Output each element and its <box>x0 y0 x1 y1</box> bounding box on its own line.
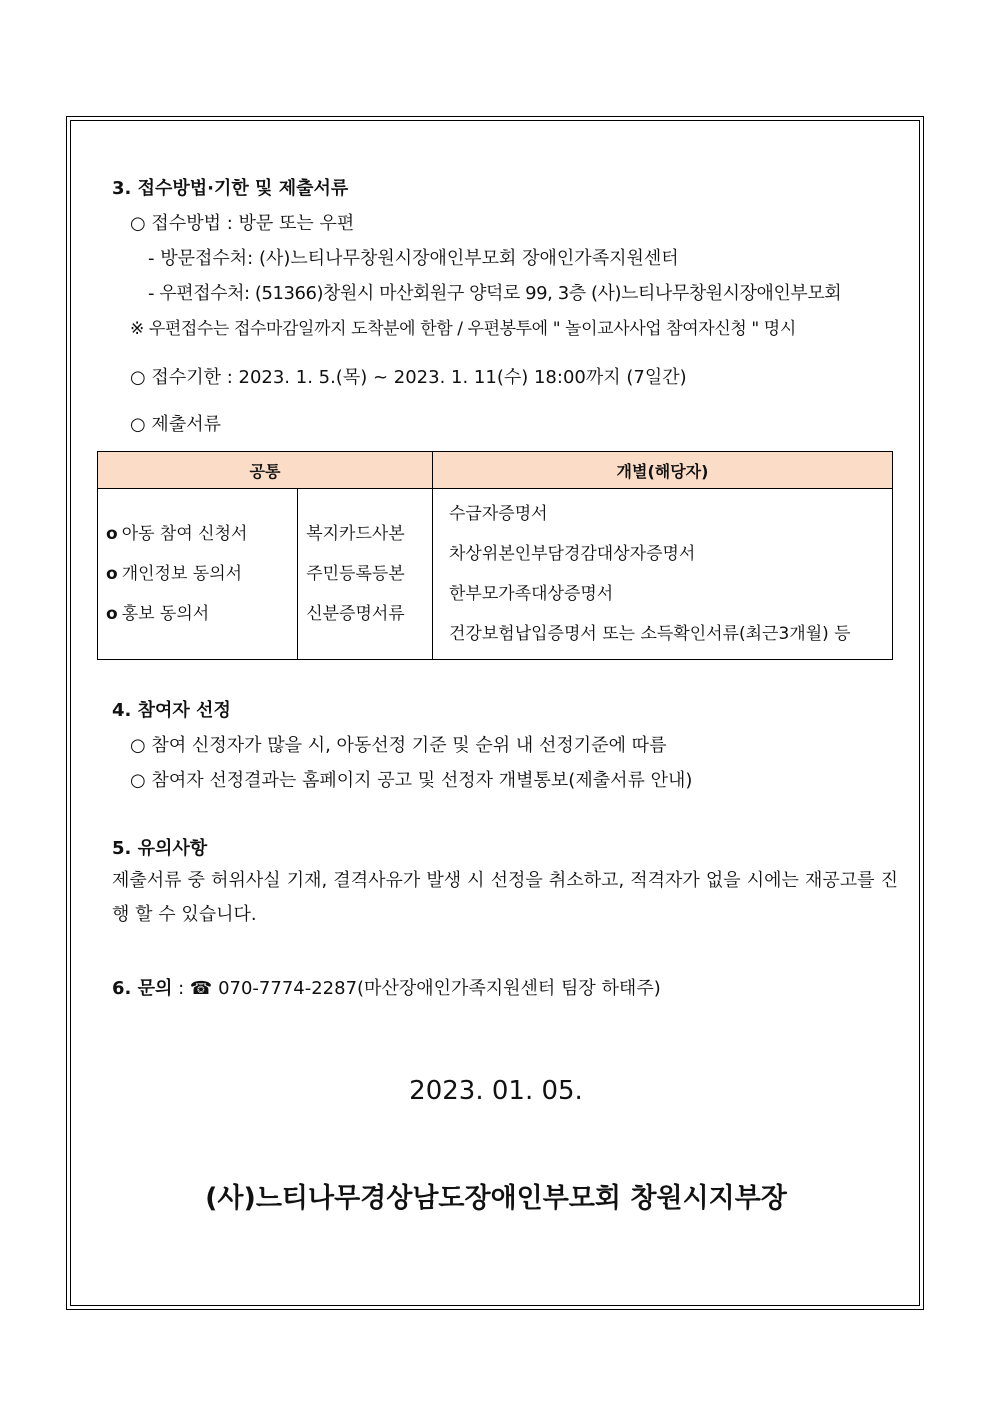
list-item: 수급자증명서 <box>449 504 548 524</box>
bullet-icon: o <box>106 604 118 624</box>
common-forms-cell <box>98 489 298 660</box>
caution-text: 제출서류 중 허위사실 기재, 결격사유가 발생 시 선정을 취소하고, 적격자가 없을 시에는 재공고를 진행 할 수 있습니다. <box>112 870 898 925</box>
selection-criteria: ○ 참여 신정자가 많을 시, 아동선정 기준 및 순위 내 선정기준에 따름 <box>130 735 667 756</box>
list-item <box>98 554 297 594</box>
header-common: 공통 <box>98 452 433 489</box>
issue-date: 2023. 01. 05. <box>409 1076 583 1106</box>
form-privacy: 개인정보 동의서 <box>121 564 243 584</box>
section4-heading: 4. 참여자 선정 <box>112 700 231 721</box>
contact-separator: : <box>172 978 190 999</box>
bullet-icon: o <box>106 524 118 544</box>
visit-address: - 방문접수처: (사)느티나무창원시장애인부모회 장애인가족지원센터 <box>148 248 679 269</box>
section6-heading: 6. 문의 <box>112 978 173 999</box>
list-item: 차상위본인부담경감대상자증명서 <box>449 544 696 564</box>
issuer-org: (사)느티나무경상남도장애인부모회 창원시지부장 <box>205 1183 787 1214</box>
list-item: 복지카드사본 <box>306 524 405 544</box>
table-header-row <box>98 452 893 489</box>
form-promotion: 홍보 동의서 <box>121 604 210 624</box>
documents-label: ○ 제출서류 <box>130 414 221 435</box>
section5-heading: 5. 유의사항 <box>112 838 208 859</box>
list-item: 신분증명서류 <box>306 604 405 624</box>
header-individual: 개별(해당자) <box>433 452 893 489</box>
phone-icon: ☎ <box>189 978 213 999</box>
receipt-period: ○ 접수기한 : 2023. 1. 5.(목) ~ 2023. 1. 11(수) 18:00까지 (7일간) <box>130 367 687 388</box>
individual-docs-cell <box>433 489 893 660</box>
contact-info: 070-7774-2287(마산장애인가족지원센터 팀장 하태주) <box>212 978 661 999</box>
receipt-method: ○ 접수방법 : 방문 또는 우편 <box>130 213 355 234</box>
list-item: 주민등록등본 <box>306 564 405 584</box>
contact-line <box>112 974 661 1000</box>
table-body-row <box>98 489 893 660</box>
post-note: ※ 우편접수는 접수마감일까지 도착분에 한함 / 우편봉투에 " 놀이교사사업 참여자신청 " 명시 <box>130 319 796 339</box>
list-item <box>98 594 297 634</box>
post-address: - 우편접수처: (51366)창원시 마산회원구 양덕로 99, 3층 (사)느티나무창원시장애인부모회 <box>148 283 842 304</box>
bullet-icon: o <box>106 564 118 584</box>
list-item: 건강보험납입증명서 또는 소득확인서류(최근3개월) 등 <box>449 624 851 644</box>
list-item: 한부모가족대상증명서 <box>449 584 614 604</box>
section3-heading: 3. 접수방법·기한 및 제출서류 <box>112 178 349 199</box>
selection-notice: ○ 참여자 선정결과는 홈페이지 공고 및 선정자 개별통보(제출서류 안내) <box>130 770 693 791</box>
form-application: 아동 참여 신청서 <box>121 524 248 544</box>
common-ids-cell <box>298 489 433 660</box>
list-item <box>98 514 297 554</box>
documents-table <box>97 451 893 660</box>
